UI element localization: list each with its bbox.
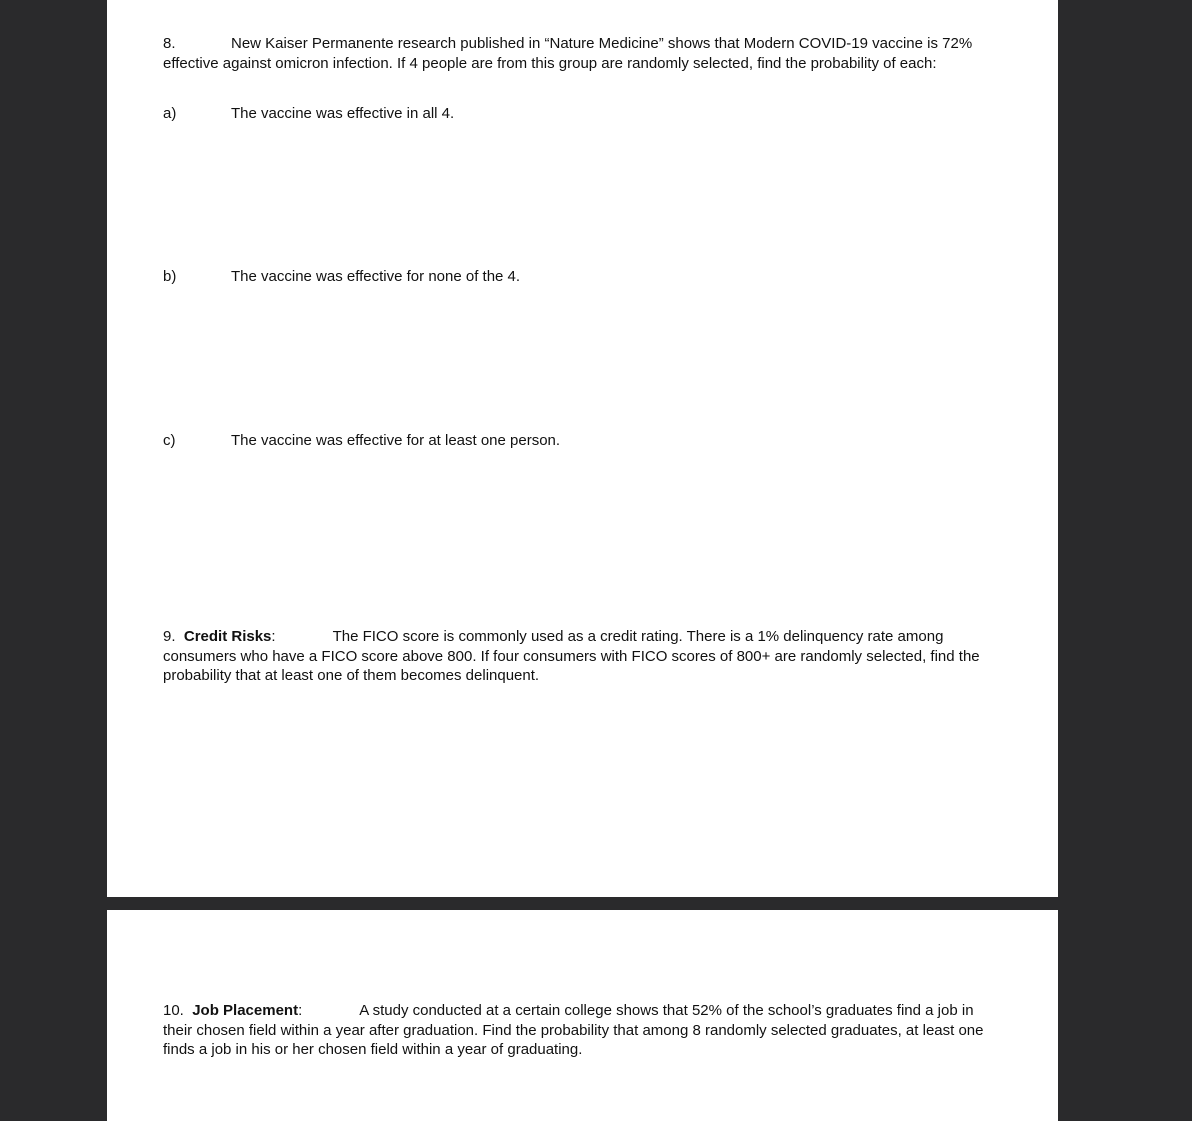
question-8-text-line1: New Kaiser Permanente research published in “Nature Medicine” shows that Modern COVID-19 vaccine is (231, 35, 938, 52)
question-9-colon: : (271, 628, 276, 645)
question-9-text-rest: consumers who have a FICO score above 800. If four consumers with FICO scores of 800+ are randomly selected, find the probability that at least one of them becomes delinquent. (163, 647, 980, 684)
question-9-title: Credit Risks (183, 628, 272, 645)
question-10-colon: : (298, 1002, 303, 1019)
document-page-1 (107, 0, 1058, 897)
question-8-part-a (163, 104, 454, 124)
question-10-number: 10. (163, 1002, 184, 1019)
part-b-label: b) (163, 268, 177, 285)
question-9-number: 9. (163, 628, 176, 645)
question-8 (163, 34, 1003, 73)
question-8-number: 8. (163, 35, 176, 52)
part-a-text: The vaccine was effective in all 4. (231, 105, 455, 122)
part-a-label: a) (163, 105, 177, 122)
question-8-part-b (163, 267, 520, 287)
question-10 (163, 1001, 1003, 1060)
question-9-text-line1: The FICO score is commonly used as a credit rating. There is a 1% delinquency rate among (332, 628, 944, 645)
document-page-2 (107, 910, 1058, 1121)
question-10-text-rest: in their chosen field within a year after graduation. Find the probability that among 8 randomly selected graduates, at least one finds a job in his or her chosen field within a year of graduating. (163, 1002, 984, 1058)
part-c-label: c) (163, 432, 176, 449)
question-9 (163, 627, 1003, 686)
question-8-text-rest: 72% effective against omicron infection. If 4 people are from this group are randomly selected, find the probability of each: (163, 35, 973, 72)
question-10-text-line1: A study conducted at a certain college shows that 52% of the school’s graduates find a job (359, 1002, 958, 1019)
question-10-title: Job Placement (192, 1002, 299, 1019)
question-8-part-c (163, 431, 560, 451)
part-c-text: The vaccine was effective for at least one person. (231, 432, 561, 449)
part-b-text: The vaccine was effective for none of the 4. (231, 268, 521, 285)
